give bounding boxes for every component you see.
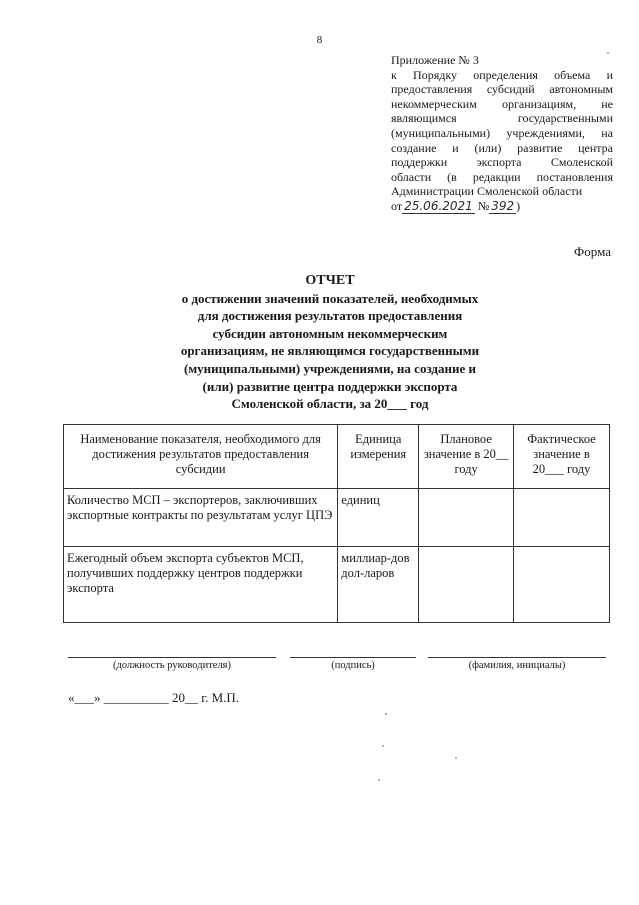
report-title-block	[130, 272, 530, 413]
appendix-line: некоммерческим организациям, не	[391, 96, 613, 111]
scan-speck	[455, 757, 457, 759]
handwritten-number: 392	[491, 198, 515, 213]
actual-value-cell[interactable]	[514, 547, 610, 623]
position-signature-line[interactable]	[68, 657, 276, 658]
header-unit: Единица измерения	[338, 425, 419, 489]
report-subtitle-line: для достижения результатов предоставления	[197, 308, 463, 324]
report-title: ОТЧЕТ	[305, 273, 355, 288]
number-prefix: №	[477, 198, 490, 213]
handwritten-date: 25.06.2021	[404, 198, 473, 213]
appendix-line: к Порядку определения объема и	[391, 67, 613, 82]
appendix-date-line	[391, 199, 613, 214]
position-caption: (должность руководителя)	[112, 660, 232, 671]
unit-cell: миллиар-дов дол-ларов	[338, 547, 419, 623]
indicator-name-cell: Количество МСП – экспортеров, заключивших экспортные контракты по результатам услуг ЦПЭ	[64, 489, 338, 547]
indicators-table	[63, 424, 610, 623]
report-subtitle-line: (или) развитие центра поддержки экспорта	[202, 378, 458, 394]
appendix-line: являющимся государственными	[391, 111, 613, 126]
appendix-block	[391, 53, 613, 214]
appendix-line: поддержки экспорта Смоленской	[391, 155, 613, 170]
scan-speck	[385, 713, 387, 715]
date-prefix: от	[391, 198, 403, 213]
closing-paren: )	[516, 198, 521, 213]
appendix-line: создание и (или) развитие центра	[391, 140, 613, 155]
page-number: 8	[316, 34, 323, 46]
scan-speck	[382, 745, 384, 747]
scan-speck	[378, 779, 380, 781]
indicator-name-cell: Ежегодный объем экспорта субъектов МСП, получивших поддержку центров поддержки экспорта	[64, 547, 338, 623]
signature-line[interactable]	[290, 657, 416, 658]
appendix-line: (муниципальными) учреждениями, на	[391, 125, 613, 140]
name-signature-line[interactable]	[428, 657, 606, 658]
header-indicator-name: Наименование показателя, необходимого для достижения результатов предоставления субсидии	[64, 425, 338, 489]
scan-speck	[607, 52, 609, 54]
table-row	[64, 547, 610, 623]
form-label: Форма	[574, 244, 611, 259]
actual-value-cell[interactable]	[514, 489, 610, 547]
appendix-line: Администрации Смоленской области	[391, 184, 583, 199]
appendix-title: Приложение № 3	[391, 53, 479, 67]
date-and-seal-line: «___» __________ 20__ г. М.П.	[68, 690, 240, 705]
appendix-line: предоставления субсидий автономным	[391, 82, 613, 97]
report-subtitle-line: Смоленской области, за 20___ год	[231, 396, 429, 412]
table-header-row	[64, 425, 610, 489]
header-actual-value: Фактическое значение в 20___ году	[514, 425, 610, 489]
signature-caption: (подпись)	[331, 660, 375, 671]
report-subtitle-line: о достижении значений показателей, необходимых	[181, 290, 479, 306]
planned-value-cell[interactable]	[419, 489, 514, 547]
table-row	[64, 489, 610, 547]
name-caption: (фамилия, инициалы)	[468, 660, 566, 671]
report-subtitle-line: субсидии автономным некоммерческим	[212, 325, 448, 341]
appendix-line: области (в редакции постановления	[391, 169, 613, 184]
report-subtitle-line: (муниципальными) учреждениями, на создание и	[183, 360, 476, 376]
unit-cell: единиц	[338, 489, 419, 547]
header-planned-value: Плановое значение в 20__ году	[419, 425, 514, 489]
report-subtitle-line: организациям, не являющимся государственными	[180, 343, 480, 359]
planned-value-cell[interactable]	[419, 547, 514, 623]
